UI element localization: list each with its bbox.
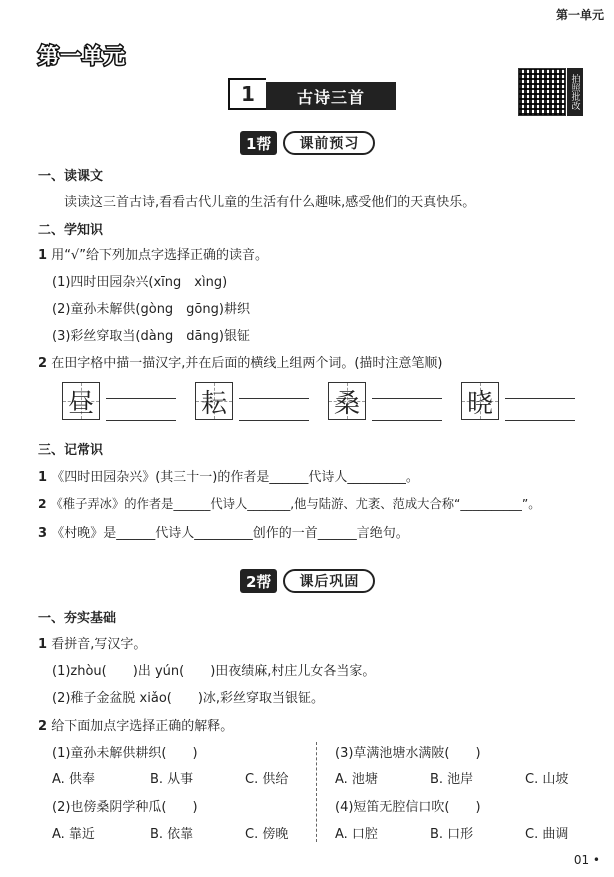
question-text: 给下面加点字选择正确的解释。 <box>51 719 234 734</box>
common-item-2[interactable] <box>38 494 541 512</box>
pinyin-item-1[interactable]: (1)zhòu( )出 yún( )田夜绩麻,村庄儿女各当家。 <box>52 664 376 679</box>
choice-option-c[interactable]: C. 曲调 <box>525 827 569 842</box>
unit-title: 第一单元 <box>38 44 126 68</box>
reading-text: 读读这三首古诗,看看古代儿童的生活有什么趣味,感受他们的天真快乐。 <box>64 195 476 210</box>
choice-option-c[interactable]: C. 山坡 <box>525 772 569 787</box>
answer-line[interactable] <box>106 398 176 399</box>
common-item-3[interactable] <box>38 522 409 541</box>
choice-option-b[interactable]: B. 池岸 <box>430 772 474 787</box>
column-divider <box>316 742 317 842</box>
item-text: 《村晚》是______代诗人_________创作的一首______言绝句。 <box>51 526 409 541</box>
pinyin-item-2[interactable]: (2)稚子金盆脱 xiǎo( )冰,彩丝穿取当银钲。 <box>52 691 325 706</box>
question-number: 1 <box>38 248 48 263</box>
item-text: 《四时田园杂兴》(其三十一)的作者是______代诗人_________。 <box>51 470 419 485</box>
choice-question-2: (2)也傍桑阴学种瓜( ) <box>52 800 198 815</box>
choice-option-c[interactable]: C. 供给 <box>245 772 289 787</box>
reading-heading: 一、读课文 <box>38 169 104 184</box>
question-number: 1 <box>38 637 48 652</box>
tracing-grid-4[interactable] <box>461 382 499 420</box>
item-number: 3 <box>38 526 48 541</box>
pinyin-option-3[interactable]: (3)彩丝穿取当(dàng dāng)银钲 <box>52 329 250 344</box>
choice-question-3: (3)草满池塘水满陂( ) <box>335 746 481 761</box>
choice-question-1: (1)童孙未解供耕织( ) <box>52 746 198 761</box>
answer-line[interactable] <box>372 420 442 421</box>
unit-tab: 第一单元 <box>555 8 604 22</box>
question-1 <box>38 244 268 263</box>
lesson-name: 古诗三首 <box>266 82 396 110</box>
basic-heading: 一、夯实基础 <box>38 611 117 626</box>
tracing-grid-2[interactable] <box>195 382 233 420</box>
question-text: 看拼音,写汉字。 <box>51 637 147 652</box>
question-1 <box>38 633 146 652</box>
question-number: 2 <box>38 356 48 371</box>
choice-option-b[interactable]: B. 依靠 <box>150 827 194 842</box>
choice-question-4: (4)短笛无腔信口吹( ) <box>335 800 481 815</box>
item-number: 1 <box>38 470 48 485</box>
section-badge-title: 课前预习 <box>283 131 375 155</box>
question-text: 用“√”给下列加点字选择正确的读音。 <box>51 248 268 263</box>
answer-line[interactable] <box>505 398 575 399</box>
question-text: 在田字格中描一描汉字,并在后面的横线上组两个词。(描时注意笔顺) <box>51 356 443 371</box>
choice-option-a[interactable]: A. 口腔 <box>335 827 378 842</box>
question-number: 2 <box>38 719 48 734</box>
answer-line[interactable] <box>239 420 309 421</box>
answer-line[interactable] <box>505 420 575 421</box>
choice-option-c[interactable]: C. 傍晚 <box>245 827 289 842</box>
trace-char: 耘 <box>200 388 227 419</box>
tracing-grid-3[interactable] <box>328 382 366 420</box>
common-item-1[interactable] <box>38 466 419 485</box>
pinyin-option-1[interactable]: (1)四时田园杂兴(xīng xìng) <box>52 275 228 290</box>
lesson-heading <box>228 78 396 110</box>
section-badge-2 <box>240 568 375 594</box>
choice-option-a[interactable]: A. 靠近 <box>52 827 95 842</box>
section-badge-title: 课后巩固 <box>283 569 375 593</box>
choice-option-a[interactable]: A. 池塘 <box>335 772 378 787</box>
common-heading: 三、记常识 <box>38 443 104 458</box>
trace-char: 晓 <box>466 388 493 419</box>
page-header <box>0 0 614 36</box>
item-number: 2 <box>38 497 47 511</box>
trace-char: 桑 <box>333 388 360 419</box>
item-text: 《稚子弄冰》的作者是______代诗人_______,他与陆游、尤袤、范成大合称“__________”。 <box>50 497 541 511</box>
section-badge-number: 2帮 <box>240 569 277 593</box>
pinyin-option-2[interactable]: (2)童孙未解供(gòng gōng)耕织 <box>52 302 250 317</box>
qr-tag: 拍照批改 <box>567 68 583 116</box>
page-number: 01 • <box>573 853 600 867</box>
knowledge-heading: 二、学知识 <box>38 223 104 238</box>
answer-line[interactable] <box>239 398 309 399</box>
question-2 <box>38 352 442 371</box>
answer-line[interactable] <box>106 420 176 421</box>
section-badge-1 <box>240 130 375 156</box>
choice-option-b[interactable]: B. 从事 <box>150 772 194 787</box>
tracing-grid-1[interactable] <box>62 382 100 420</box>
trace-char: 昼 <box>67 388 94 419</box>
lesson-number: 1 <box>228 78 266 110</box>
choice-option-a[interactable]: A. 供奉 <box>52 772 95 787</box>
qr-code-icon[interactable] <box>518 68 566 116</box>
question-2 <box>38 715 233 734</box>
answer-line[interactable] <box>372 398 442 399</box>
choice-option-b[interactable]: B. 口形 <box>430 827 474 842</box>
section-badge-number: 1帮 <box>240 131 277 155</box>
